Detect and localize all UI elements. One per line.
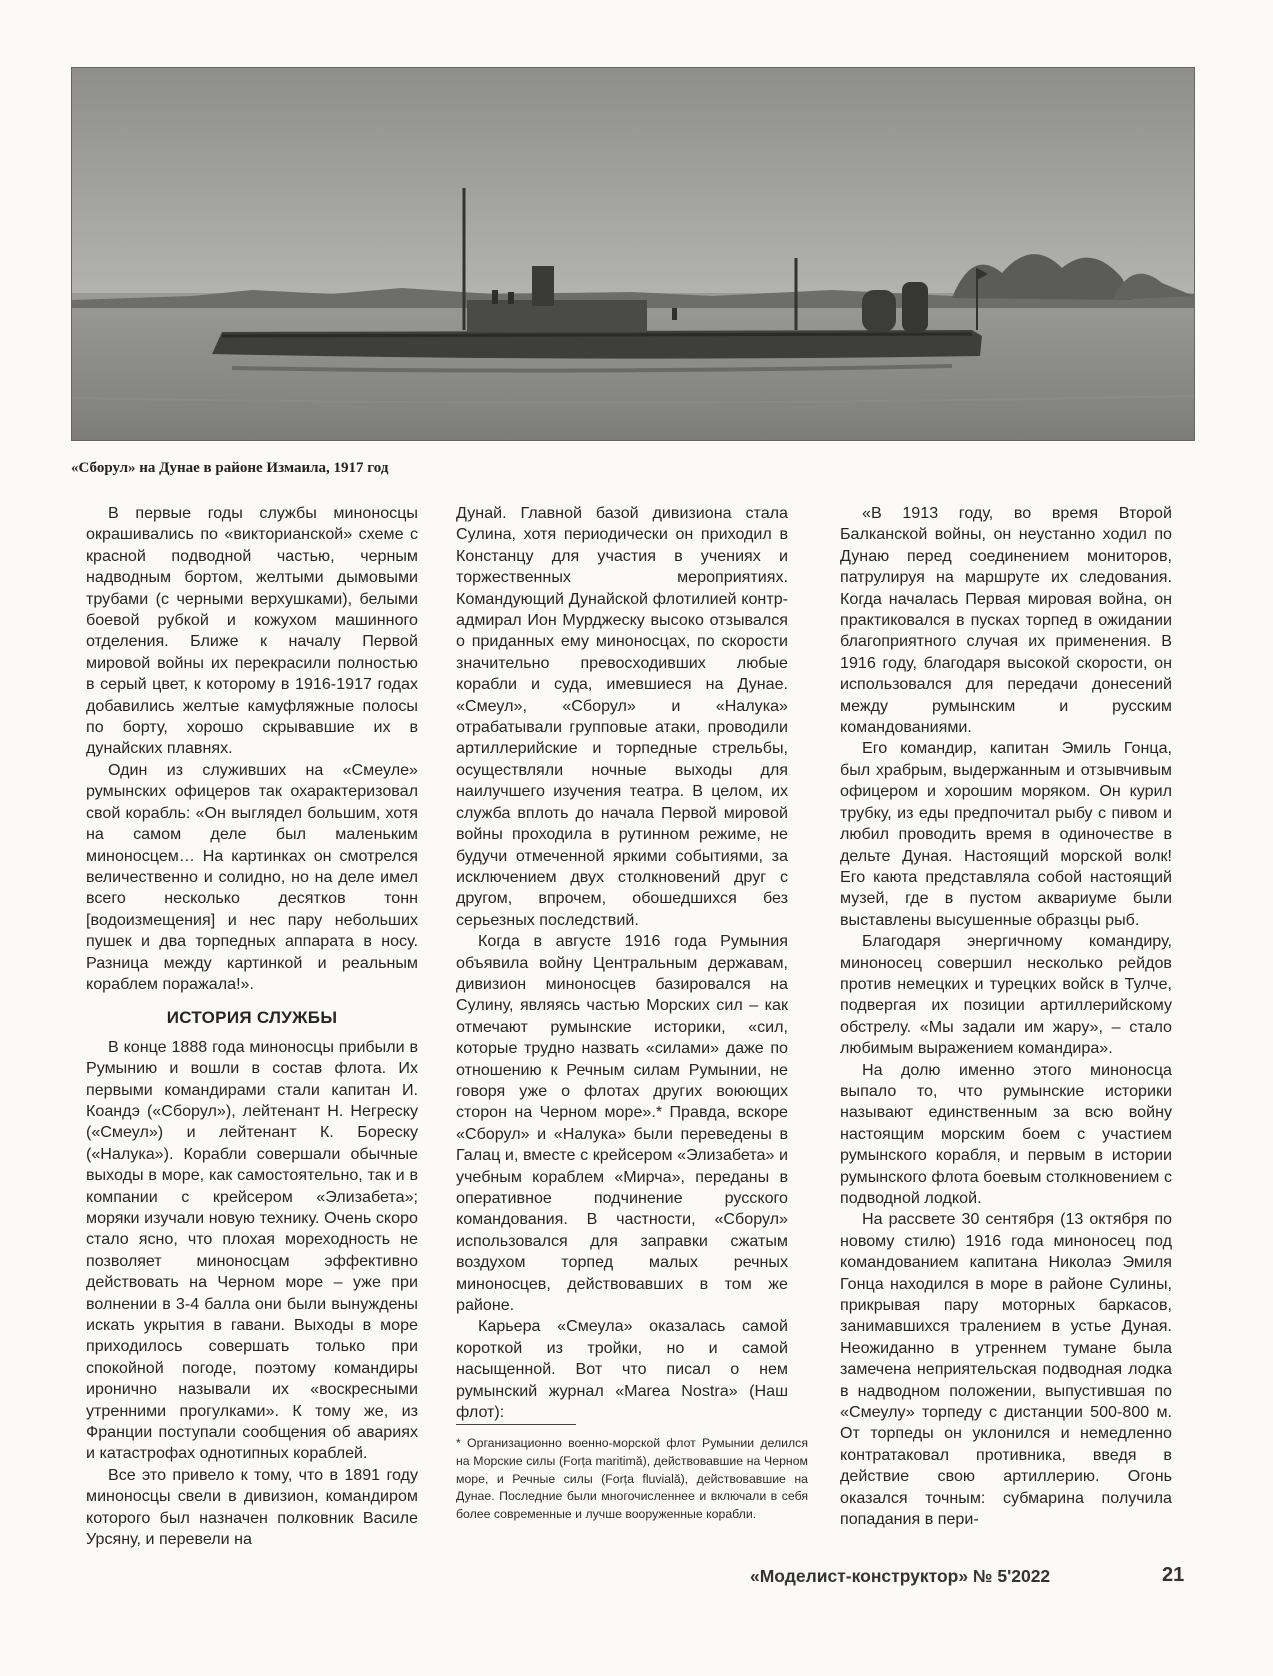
paragraph: В конце 1888 года миноносцы прибыли в Румынию и вошли в состав флота. Их первыми командирами стали капитан И. Коандэ («Сборул»), лейтенант Н. Негреску («Смеул») и лейтенант К. Бореску («Налука»). Корабли совершали обычные выходы в море, как самостоятельно, так и в компании с крейсером «Элизабета»; моряки изучали новую технику. Очень скоро стало ясно, что плохая мореходность не позволяет миноносцам эффективно действовать на Черном море – уже при волнении в 3-4 балла они были вынуждены искать укрытия в гавани. Выходы в море приходилось совершать только при спокойной погоде, поэтому командиры иронично называли их «воскресными утренними прогулками». К тому же, из Франции поступали сообщения об авариях и катастрофах однотипных кораблей. (86, 1037, 418, 1463)
photo-caption: «Сборул» на Дунае в районе Измаила, 1917 год (71, 460, 389, 476)
page-number: 21 (1162, 1564, 1185, 1586)
paragraph: Дунай. Главной базой дивизиона стала Сулина, хотя периодически он приходил в Констанцу для участия в учениях и торжественных мероприятиях. Командующий Дунайской флотилией контр-адмирал Ион Мурджеску высоко отзывался о приданных ему миноносцах, по скорости значительно превосходивших любые корабли и суда, имевшиеся на Дунае. «Смеул», «Сборул» и «Налука» отрабатывали групповые атаки, проводили артиллерийские и торпедные стрельбы, осуществляли ночные выходы для наилучшего изучения театра. В целом, их служба вплоть до начала Первой мировой войны проходила в рутинном режиме, не будучи отмеченной яркими событиями, за исключением двух столкновений друг с другом, впрочем, обошедшихся без серьезных последствий. (456, 504, 788, 929)
magazine-footer: «Моделист-конструктор» № 5'2022 (750, 1566, 1051, 1586)
ship-photo (71, 67, 1195, 441)
paragraph: На долю именно этого миноносца выпало то, что румынские историки называют единственным за всю войну настоящим морским боем с участием румынского корабля, и первым в истории румынского флота боевым столкновением с подводной лодкой. (840, 1060, 1172, 1207)
paragraph: Его командир, капитан Эмиль Гонца, был храбрым, выдержанным и отзывчивым офицером и хорошим моряком. Он курил трубку, из еды предпочитал рыбу с пивом и любил проводить время в одиночестве в дельте Дуная. Настоящий морской волк! Его каюта представляла собой настоящий музей, где в пустом аквариуме были выставлены высушенные образцы рыб. (840, 739, 1172, 929)
section-heading: ИСТОРИЯ СЛУЖБЫ (166, 1008, 338, 1028)
article-column-1 (86, 503, 418, 1551)
paragraph: Когда в августе 1916 года Румыния объявила войну Центральным державам, дивизион миноносцев базировался на Сулину, являясь частью Морских сил – как отмечают румынские историки, «сил, которые трудно назвать «силами» даже по отношению к Речным силам Румынии, не говоря уже о флотах других воюющих сторон на Черном море».* Правда, вскоре «Сборул» и «Налука» были переведены в Галац и, вместе с крейсером «Элизабета» и учебным кораблем «Мирча», переданы в оперативное подчинение русского командования. В частности, «Сборул» использовался для заправки сжатым воздухом торпед малых речных миноносцев, действовавших в том же районе. (456, 932, 788, 1315)
paragraph: Благодаря энергичному командиру, миноносец совершил несколько рейдов против немецких и турецких войск в Тулче, подвергая их позиции артиллерийскому обстрелу. «Мы задали им жару», – стало любимым выражением командира». (840, 932, 1172, 1058)
paragraph: Один из служивших на «Смеуле» румынских офицеров так охарактеризовал свой корабль: «Он выглядел большим, хотя на самом деле был маленьким миноносцем… На картинках он смотрелся величественно и солидно, но на деле имел всего несколько десятков тонн [водоизмещения] и нес пару небольших пушек и два торпедных аппарата в носу. Разница между картинкой и реальным кораблем поражала!». (86, 760, 418, 993)
footnote: * Организационно военно-морской флот Румынии делился на Морские силы (Forța maritimă), действовавшие на Черном море, и Речные силы (Forța fluvială), действовавшие на Дунае. Последние были многочисленнее и включали в себя более современные и лучше вооруженные корабли. (456, 1436, 808, 1522)
ship-photo-graphic (72, 68, 1194, 440)
footnote-divider (456, 1424, 576, 1425)
paragraph: В первые годы службы миноносцы окрашивались по «викторианской» схеме с красной подводной частью, черным надводным бортом, желтыми дымовыми трубами (с черными верхушками), белыми боевой рубкой и кожухом машинного отделения. Ближе к началу Первой мировой войны их перекрасили полностью в серый цвет, к которому в 1916-1917 годах добавились желтые камуфляжные полосы по борту, хорошо скрывавшие их в дунайских плавнях. (86, 504, 418, 758)
paragraph: На рассвете 30 сентября (13 октября по новому стилю) 1916 года миноносец под командованием капитана Николаэ Эмиля Гонца находился в море в районе Сулины, прикрывая пару моторных баркасов, занимавшихся тралением в устье Дуная. Неожиданно в утреннем тумане была замечена неприятельская подводная лодка в надводном положении, выпустившая по «Смеулу» торпеду с дистанции 500-800 м. От торпеды он уклонился и немедленно контратаковал противника, введя в действие свою артиллерию. Огонь оказался точным: субмарина получила попадания в пери- (840, 1210, 1172, 1529)
article-column-3 (840, 503, 1172, 1531)
paragraph: Все это привело к тому, что в 1891 году миноносцы свели в дивизион, командиром которого был назначен полковник Василе Урсяну, и перевели на (86, 1465, 418, 1549)
paragraph: Карьера «Смеула» оказалась самой короткой из тройки, но и самой насыщенной. Вот что писал о нем румынский журнал «Marea Nostra» (Наш флот): (456, 1317, 788, 1422)
article-column-2 (456, 503, 788, 1423)
paragraph: «В 1913 году, во время Второй Балканской войны, он неустанно ходил по Дунаю перед соединением мониторов, патрулируя на маршруте их следования. Когда началась Первая мировая война, он практиковался в пусках торпед в ожидании благоприятного случая их применения. В 1916 году, благодаря высокой скорости, он использовался для передачи донесений между румынским и русским командованиями. (840, 504, 1172, 737)
